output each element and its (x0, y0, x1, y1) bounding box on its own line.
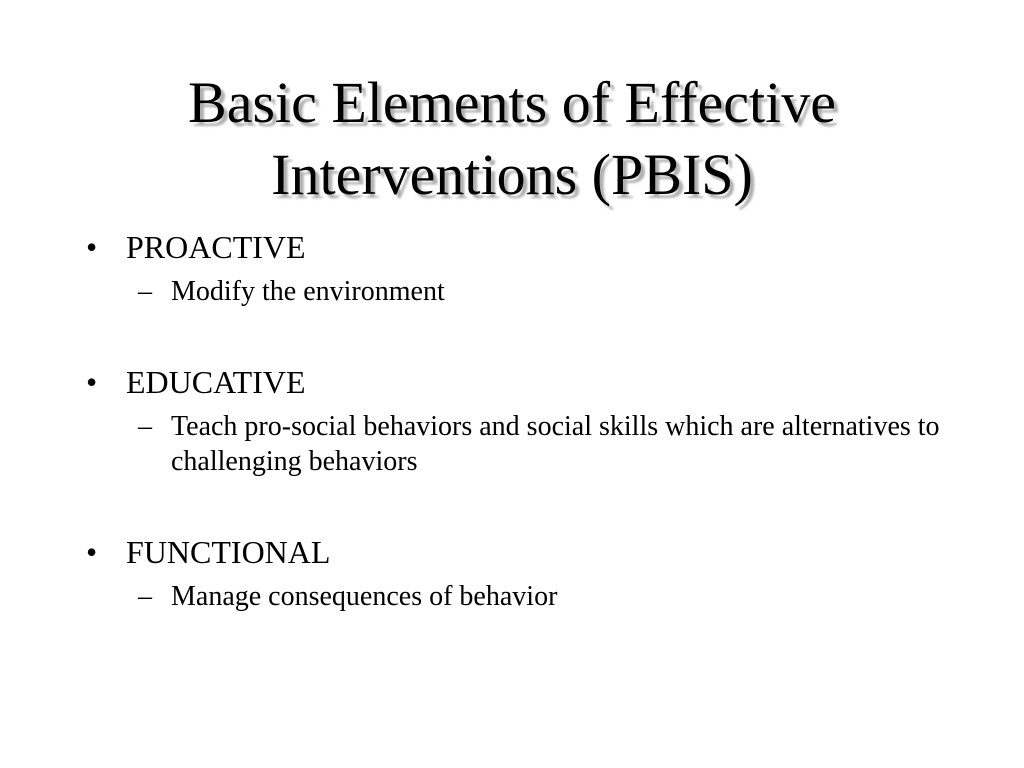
bullet-heading: FUNCTIONAL (126, 534, 331, 570)
bullet-heading: EDUCATIVE (126, 364, 306, 400)
dash-icon: – (138, 581, 152, 612)
dash-icon: – (138, 411, 152, 442)
bullet-detail: Teach pro-social behaviors and social skills which are alternatives to challenging behaviors (171, 411, 940, 477)
dash-icon: – (138, 276, 152, 307)
bullet-detail: Modify the environment (171, 276, 445, 307)
slide-title (0, 67, 1024, 211)
slide-title-line-1: Basic Elements of Effective (188, 70, 836, 135)
bullet-list (86, 220, 986, 614)
slide-title-line-2: Interventions (PBIS) (271, 142, 753, 207)
bullet-detail: Manage consequences of behavior (171, 581, 558, 612)
bullet-item-functional (86, 525, 986, 614)
bullet-item-educative (86, 355, 986, 479)
bullet-icon: • (86, 229, 98, 265)
bullet-item-proactive (86, 220, 986, 309)
bullet-icon: • (86, 534, 98, 570)
bullet-icon: • (86, 364, 98, 400)
bullet-heading: PROACTIVE (126, 229, 306, 265)
